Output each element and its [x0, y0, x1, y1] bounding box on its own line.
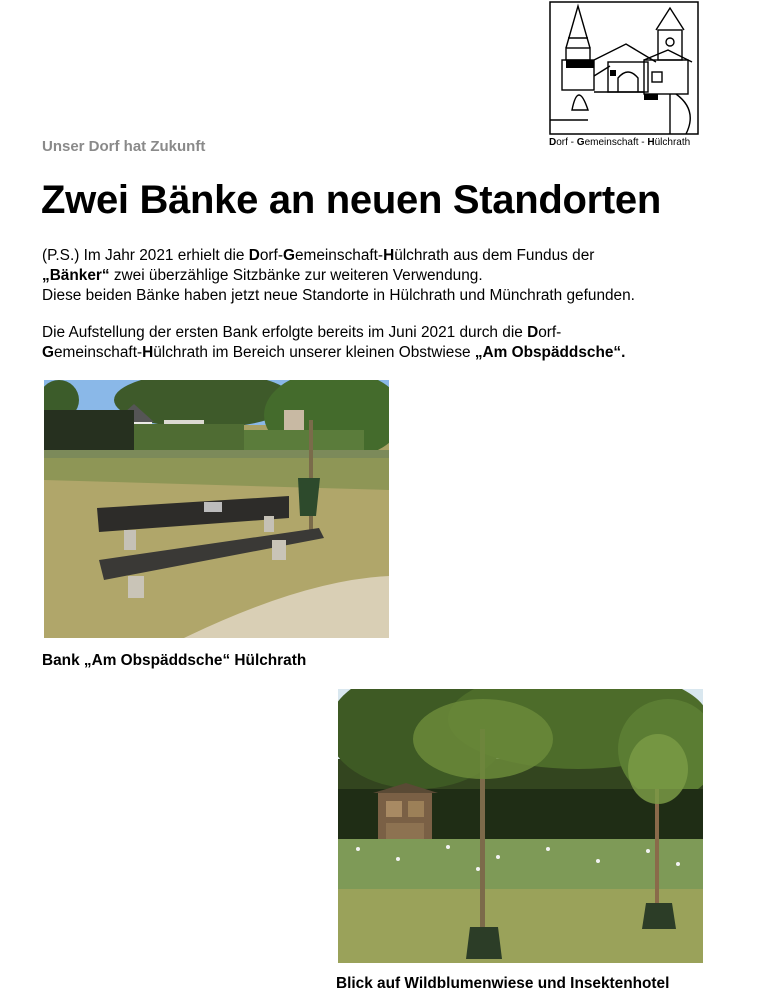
meadow-photo-caption: Blick auf Wildblumenwiese und Insektenhotel — [336, 975, 670, 992]
intro-paragraph: (P.S.) Im Jahr 2021 erhielt die Dorf-Gemeinschaft-Hülchrath aus dem Fundus der „Bänker“ zwei überzählige Sitzbänke zur weiteren Verwendung. Diese beiden Bänke haben jetzt neue Standorte in Hülchrath und Münchrath gefunden. — [42, 247, 635, 304]
bench-paragraph: Die Aufstellung der ersten Bank erfolgte bereits im Juni 2021 durch die Dorf- Gemeinschaft-Hülchrath im Bereich unserer kleinen Obstwiese „Am Obspäddsche“. — [42, 324, 626, 361]
page-title: Zwei Bänke an neuen Standorten — [41, 178, 662, 222]
logo-caption: Dorf - Gemeinschaft - Hülchrath — [549, 137, 691, 148]
tagline: Unser Dorf hat Zukunft — [42, 138, 206, 155]
bench-photo-icon — [44, 380, 389, 638]
village-logo-icon — [548, 0, 700, 152]
meadow-photo-icon — [338, 689, 703, 963]
bench-photo-caption: Bank „Am Obspäddsche“ Hülchrath — [42, 652, 307, 669]
